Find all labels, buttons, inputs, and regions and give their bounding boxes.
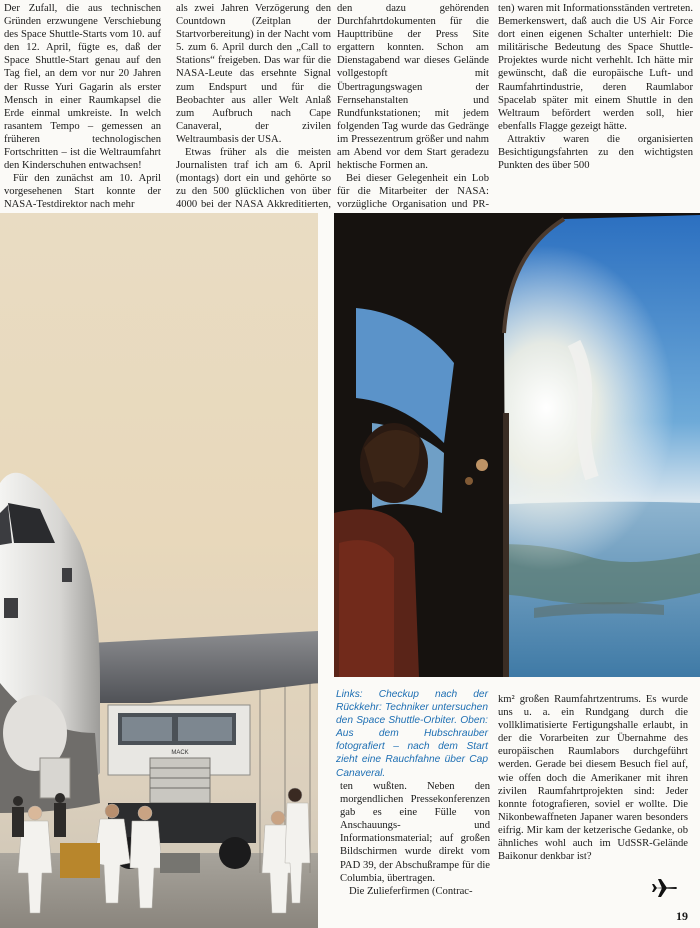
page-number: 19 <box>676 909 688 923</box>
truck-label: MACK <box>171 750 189 756</box>
airplane-icon <box>652 878 678 898</box>
paragraph: Etwas früher als die meisten Journalisten traf ich am 6. April (montags) dort ein und gehörte so zu den 500 glücklichen von über 4000 bei der NASA Akkreditierten, <box>176 147 331 211</box>
paragraph: Attraktiv waren die organisierten Besichtigungsfahrten zu den wichtigsten Punkten des über 500 <box>498 133 693 172</box>
article-column-2 <box>176 2 331 225</box>
article-column-3 <box>337 2 489 238</box>
paragraph: ten) waren mit Informationsständen vertreten. Bemerkenswert, daß auch die US Air Force dort einen eigenen Schalter unterhielt: Die militärische Bedeutung des Space Shuttle-Projektes wurde nicht verhehlt. Ich hätte mir gewünscht, daß die europäische Luft- und Raumfahrtindustrie, deren Raumlabor Spacelab später mit einem Shuttle in den Weltraum befördert werden soll, hier ebenfalls Flagge gezeigt hätte. <box>498 3 693 132</box>
paragraph: km² großen Raumfahrtzentrums. Es wurde uns u. a. ein Rundgang durch die vollklimatisierte Fertigungshalle erlaubt, in der die Vorarbeiten zur Übernahme des europäischen Raumlabors durchgeführt werden. Gerade bei diesem Besuch fiel auf, wie offen doch die Amerikaner mit ihren zivilen Raumfahrtprojekten sind: Jeder konnte fotografieren, soviel er wollte. Die Nikonbewaffneten Japaner waren besonders eifrig. Mir kam der ketzerische Gedanke, ob ähnliches wohl auch im UdSSR-Gelände Baikonur denkbar ist? <box>498 694 688 863</box>
paragraph: ten wußten. Neben den morgendlichen Pressekonferenzen gab es eine Fülle von Anschauungs- und Informationsmaterial; auf großen Bildschirmen wurde direkt vom PAD 39, der Abschußrampe für die Columbia, übertragen. <box>340 781 490 884</box>
article-column-4-continued <box>498 693 688 863</box>
paragraph: Für den zunächst am 10. April vorgesehenen Start konnte der NASA-Testdirektor nach mehr <box>4 173 161 211</box>
paragraph: als zwei Jahren Verzögerung den Countdown (Zeitplan der Startvorbereitung) in der Nacht vom 5. zum 6. April durch den „Call to Stations“ freigeben. Das war für die NASA-Leute das ersehnte Signal zum Endspurt und für die Beobachter aus aller Welt Anlaß zum Aufbruch nach Cape Canaveral, der zivilen Weltraumbasis der USA. <box>176 3 331 145</box>
article-column-1 <box>4 2 161 212</box>
photo-shuttle-checkup <box>0 213 318 928</box>
paragraph: Bei dieser Gelegenheit ein Lob für die Mitarbeiter der NASA: vorzügliche Organisation und PR- <box>337 173 489 211</box>
paragraph: Der Zufall, die aus technischen Gründen erzwungene Verschiebung des Space Shuttle-Starts vom 10. auf den 12. April, fügte es, daß der Space Shuttle-Start genau auf den Tag fiel, an dem vor nur 20 Jahren der Russe Yuri Gagarin als erster Mensch in einer Raumkapsel die Erde einmal umkreiste. In welch rasantem Tempo – gemessen an früheren technologischen Fortschritten – ist die Weltraumfahrt den Kinderschuhen entwachsen! <box>4 3 161 172</box>
article-column-3-continued <box>340 780 490 898</box>
article-column-4 <box>498 2 693 172</box>
paragraph: Die Zulieferfirmen (Contrac- <box>349 885 473 897</box>
photo-caption: Links: Checkup nach der Rückkehr: Techniker untersuchen den Space Shuttle-Orbiter. Oben: Aus dem Hubschrauber fotografiert – nach dem Start zieht eine Rauchfahne über Cap Canaveral. <box>336 689 488 779</box>
photo-helicopter-view <box>334 213 700 677</box>
paragraph: den dazu gehörenden Durchfahrtdokumenten für die Haupttribüne der Press Site ergattern konnten. Schon am Dienstagabend war dieses Gelände vollgestopft mit Übertragungswagen der Fernsehanstalten und Rundfunkstationen; mit jedem folgenden Tag wurde das Gedränge im Pressezentrum größer und nahm am Abend vor dem Start geradezu hektische Formen an. <box>337 3 489 172</box>
